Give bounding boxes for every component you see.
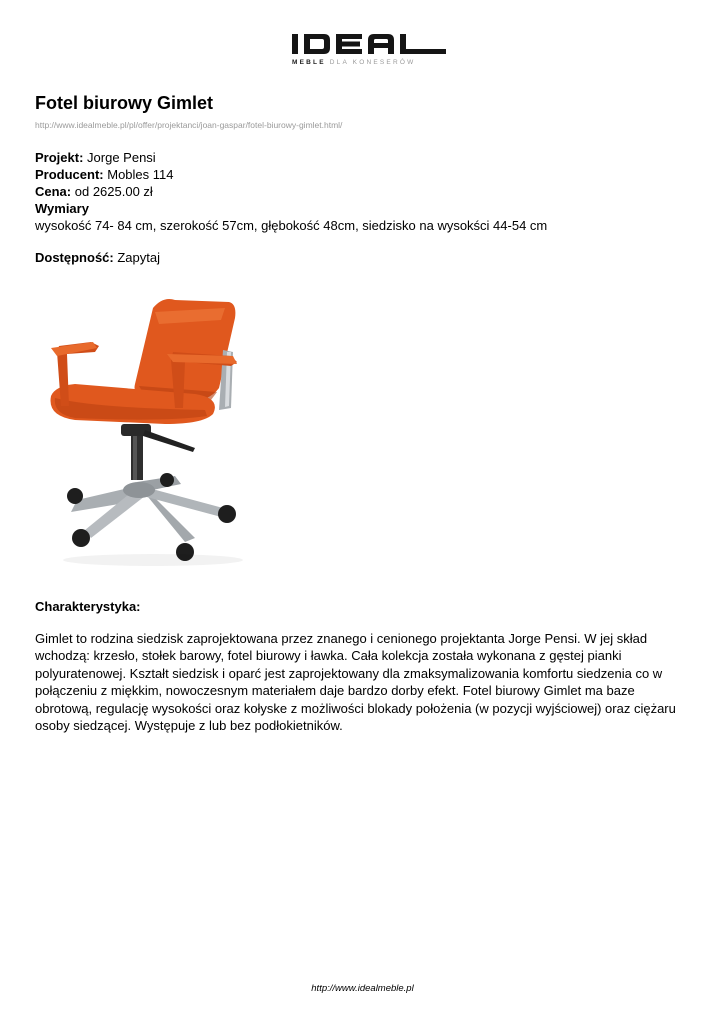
product-specs	[35, 149, 547, 234]
product-photo	[35, 290, 265, 580]
characteristics-heading: Charakterystyka:	[35, 599, 141, 614]
footer-url[interactable]: http://www.idealmeble.pl	[311, 983, 414, 994]
availability-label: Dostępność:	[35, 250, 114, 265]
spec-project	[35, 149, 547, 166]
product-title: Fotel biurowy Gimlet	[35, 93, 214, 113]
spec-producer-label: Producent:	[35, 167, 104, 182]
spec-producer	[35, 166, 547, 183]
spec-dimensions-label	[35, 200, 547, 217]
logo-tagline-bold: MEBLE	[292, 59, 326, 66]
spec-dimensions-value: wysokość 74- 84 cm, szerokość 57cm, głębokość 48cm, siedzisko na wysokści 44-54 cm	[35, 218, 548, 233]
office-chair-image	[35, 290, 265, 580]
logo-tagline	[292, 59, 415, 66]
ideal-logo[interactable]	[290, 30, 450, 72]
logo-tagline-light: DLA KONESERÓW	[329, 59, 416, 66]
availability	[35, 250, 160, 265]
spec-price-value: od 2625.00 zł	[74, 184, 153, 199]
availability-value: Zapytaj	[117, 250, 160, 265]
spec-producer-value: Mobles 114	[107, 167, 174, 182]
spec-project-label: Projekt:	[35, 150, 84, 165]
characteristics-text: Gimlet to rodzina siedzisk zaprojektowana przez znanego i cenionego projektanta Jorge Pensi. W jej skład wchodzą: krzesło, stołek barowy, fotel biurowy i ławka. Cała kolekcja została wykonana z gęstej pianki polyuratenowej. Kształt siedzisk i oparć jest zaprojektowany dla zmaksymalizowania komfortu siedzenia co w połączeniu z miękkim, nowoczesnym materiałem daje bardzo dorby efekt. Fotel biurowy Gimlet ma baze obrotową, regulację wysokości oraz kołyske z możliwości blokady położenia (w pozycji wyjściowej) oraz ciężaru osoby siedzącej. Występuje z lub bez podłokietników.	[35, 631, 676, 734]
spec-dimensions-heading: Wymiary	[35, 201, 89, 216]
product-url[interactable]: http://www.idealmeble.pl/pl/offer/projektanci/joan-gaspar/fotel-biurowy-gimlet.html/	[35, 120, 343, 130]
ideal-logo-wordmark	[290, 30, 450, 58]
spec-price	[35, 183, 547, 200]
spec-price-label: Cena:	[35, 184, 72, 199]
spec-project-value: Jorge Pensi	[87, 150, 156, 165]
